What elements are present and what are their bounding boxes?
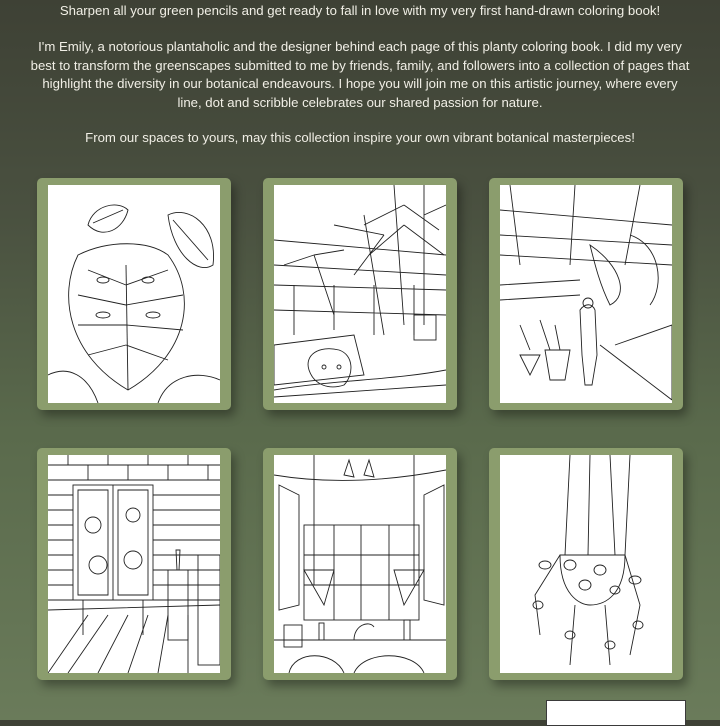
coloring-page-preview-kitchen-window	[263, 448, 457, 680]
greenhouse-illustration	[500, 185, 672, 403]
kitchen-window-illustration	[274, 455, 446, 673]
intro-closing: From our spaces to yours, may this collection inspire your own vibrant botanical masterpieces!	[85, 130, 635, 145]
coloring-page-preview-cabinet	[37, 448, 231, 680]
coloring-page-preview-greenhouse	[489, 178, 683, 410]
macrame-illustration	[500, 455, 672, 673]
monstera-illustration	[48, 185, 220, 403]
intro-headline: Sharpen all your green pencils and get ready to fall in love with my very first hand-drawn coloring book!	[59, 3, 661, 18]
intro-body: I'm Emily, a notorious plantaholic and the designer behind each page of this planty coloring book. I did my very best to transform the greenscapes submitted to me by friends, family, and followers into a collection of pages that highlight the diversity in our botanical endeavours. I hope you will join me on this artistic journey, where every line, dot and scribble celebrates our shared passion for nature.	[30, 39, 690, 110]
coloring-page-preview-monstera	[37, 178, 231, 410]
cabinet-illustration	[48, 455, 220, 673]
coloring-page-preview-macrame	[489, 448, 683, 680]
corner-label-box	[546, 700, 686, 726]
coloring-page-preview-palms-dog	[263, 178, 457, 410]
palms-dog-illustration	[274, 185, 446, 403]
